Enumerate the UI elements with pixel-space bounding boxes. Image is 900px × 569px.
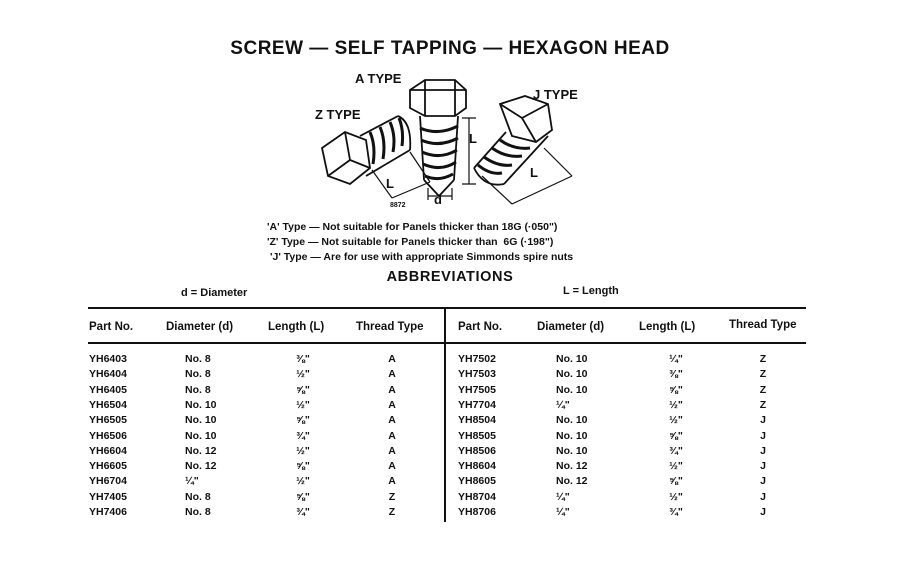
right-cell-thread-type: J bbox=[760, 490, 766, 503]
left-cell-part-no: YH6704 bbox=[89, 475, 127, 488]
header-length-left: Length (L) bbox=[268, 321, 325, 333]
right-cell-diameter: No. 10 bbox=[556, 414, 588, 427]
left-cell-part-no: YH6604 bbox=[89, 444, 127, 457]
left-cell-part-no: YH6405 bbox=[89, 383, 127, 396]
header-part-no-right: Part No. bbox=[458, 321, 503, 333]
left-cell-thread-type: A bbox=[388, 460, 396, 473]
right-cell-part-no: YH7503 bbox=[458, 368, 496, 381]
right-cell-thread-type: J bbox=[760, 475, 766, 488]
right-cell-part-no: YH8704 bbox=[458, 490, 496, 503]
right-cell-diameter: No. 12 bbox=[556, 460, 588, 473]
right-cell-length: ⅜" bbox=[669, 368, 683, 381]
right-cell-part-no: YH7505 bbox=[458, 383, 496, 396]
left-cell-length: ⅝" bbox=[296, 383, 310, 396]
header-diameter-right: Diameter (d) bbox=[537, 321, 605, 333]
diagram-ref-number: 8872 bbox=[390, 202, 406, 209]
left-cell-thread-type: A bbox=[388, 383, 396, 396]
header-length-right: Length (L) bbox=[639, 321, 696, 333]
left-cell-part-no: YH6403 bbox=[89, 353, 127, 365]
diameter-label: d bbox=[434, 192, 442, 207]
left-cell-part-no: YH6506 bbox=[89, 429, 127, 442]
left-cell-thread-type: A bbox=[388, 398, 396, 411]
right-cell-length: ¾" bbox=[669, 506, 683, 518]
right-cell-diameter: No. 10 bbox=[556, 353, 588, 365]
note-a-type: 'A' Type — Not suitable for Panels thicker than 18G (·050") bbox=[267, 221, 558, 233]
right-cell-diameter: No. 10 bbox=[556, 383, 588, 396]
left-cell-thread-type: A bbox=[388, 475, 396, 488]
right-cell-thread-type: Z bbox=[759, 398, 767, 411]
right-cell-diameter: No. 10 bbox=[556, 429, 588, 442]
left-cell-thread-type: A bbox=[388, 429, 396, 442]
left-cell-length: ¾" bbox=[296, 429, 310, 442]
right-cell-diameter: No. 10 bbox=[556, 368, 588, 381]
left-cell-thread-type: A bbox=[388, 444, 396, 457]
left-cell-part-no: YH6504 bbox=[89, 398, 127, 411]
right-cell-thread-type: Z bbox=[759, 383, 767, 396]
right-cell-length: ⅝" bbox=[669, 429, 683, 442]
right-cell-thread-type: J bbox=[760, 429, 766, 442]
left-cell-diameter: No. 8 bbox=[185, 506, 211, 518]
right-cell-length: ⅝" bbox=[669, 475, 683, 488]
left-cell-thread-type: Z bbox=[388, 490, 396, 503]
left-cell-thread-type: A bbox=[388, 414, 396, 427]
a-type-label: A TYPE bbox=[355, 71, 402, 86]
abbreviation-diameter: d = Diameter bbox=[181, 287, 248, 299]
abbreviations-title: ABBREVIATIONS bbox=[386, 269, 514, 285]
left-cell-length: ½" bbox=[296, 368, 310, 381]
left-cell-part-no: YH7406 bbox=[89, 506, 127, 518]
left-cell-length: ½" bbox=[296, 444, 310, 457]
left-cell-part-no: YH6605 bbox=[89, 460, 127, 473]
left-cell-part-no: YH7405 bbox=[89, 490, 127, 503]
right-cell-length: ¾" bbox=[669, 444, 683, 457]
header-part-no-left: Part No. bbox=[89, 321, 134, 333]
left-cell-length: ½" bbox=[296, 398, 310, 411]
right-cell-thread-type: Z bbox=[759, 368, 767, 381]
right-cell-length: ½" bbox=[669, 414, 683, 427]
abbreviation-length: L = Length bbox=[563, 285, 619, 297]
left-cell-thread-type: A bbox=[388, 368, 396, 381]
right-cell-thread-type: J bbox=[760, 414, 766, 427]
right-cell-diameter: ¼" bbox=[556, 398, 570, 411]
right-cell-diameter: ¼" bbox=[556, 506, 570, 518]
left-cell-length: ⅜" bbox=[296, 353, 310, 365]
left-cell-thread-type: A bbox=[388, 353, 396, 365]
right-cell-length: ½" bbox=[669, 460, 683, 473]
left-cell-thread-type: Z bbox=[388, 506, 396, 518]
left-cell-diameter: No. 10 bbox=[185, 429, 217, 442]
right-cell-length: ½" bbox=[669, 398, 683, 411]
right-cell-length: ½" bbox=[669, 490, 683, 503]
left-cell-diameter: ¼" bbox=[185, 475, 199, 488]
left-cell-part-no: YH6404 bbox=[89, 368, 127, 381]
left-cell-length: ½" bbox=[296, 475, 310, 488]
left-cell-diameter: No. 8 bbox=[185, 383, 211, 396]
left-cell-diameter: No. 10 bbox=[185, 414, 217, 427]
left-cell-length: ⅝" bbox=[296, 414, 310, 427]
z-type-label: Z TYPE bbox=[315, 107, 361, 122]
right-cell-part-no: YH8604 bbox=[458, 460, 496, 473]
left-cell-diameter: No. 10 bbox=[185, 398, 217, 411]
right-cell-diameter: No. 12 bbox=[556, 475, 588, 488]
right-cell-part-no: YH8505 bbox=[458, 429, 496, 442]
left-cell-length: ⅝" bbox=[296, 490, 310, 503]
header-diameter-left: Diameter (d) bbox=[166, 321, 234, 333]
right-cell-part-no: YH7502 bbox=[458, 353, 496, 365]
right-cell-part-no: YH7704 bbox=[458, 398, 496, 411]
page-title: SCREW — SELF TAPPING — HEXAGON HEAD bbox=[230, 38, 670, 59]
left-cell-length: ⅝" bbox=[296, 460, 310, 473]
j-length-label: L bbox=[530, 165, 538, 180]
header-thread-type-right: Thread Type bbox=[729, 319, 797, 331]
a-length-label: L bbox=[469, 131, 477, 146]
left-cell-diameter: No. 8 bbox=[185, 490, 211, 503]
right-cell-part-no: YH8605 bbox=[458, 475, 496, 488]
left-cell-diameter: No. 12 bbox=[185, 444, 217, 457]
left-cell-diameter: No. 12 bbox=[185, 460, 217, 473]
right-cell-part-no: YH8506 bbox=[458, 444, 496, 457]
header-thread-type-left: Thread Type bbox=[356, 321, 424, 333]
right-cell-part-no: YH8706 bbox=[458, 506, 496, 518]
left-cell-part-no: YH6505 bbox=[89, 414, 127, 427]
right-cell-diameter: No. 10 bbox=[556, 444, 588, 457]
note-z-type: 'Z' Type — Not suitable for Panels thicker than 6G (·198") bbox=[267, 236, 554, 248]
right-cell-part-no: YH8504 bbox=[458, 414, 496, 427]
left-cell-diameter: No. 8 bbox=[185, 368, 211, 381]
right-cell-length: ¼" bbox=[669, 353, 683, 365]
j-type-label: J TYPE bbox=[533, 87, 578, 102]
left-cell-length: ¾" bbox=[296, 506, 310, 518]
right-cell-thread-type: Z bbox=[759, 353, 767, 365]
right-cell-length: ⅝" bbox=[669, 383, 683, 396]
right-cell-thread-type: J bbox=[760, 460, 766, 473]
note-j-type: 'J' Type — Are for use with appropriate Simmonds spire nuts bbox=[270, 251, 574, 263]
z-length-label: L bbox=[386, 176, 394, 191]
left-cell-diameter: No. 8 bbox=[185, 353, 211, 365]
right-cell-thread-type: J bbox=[760, 506, 766, 518]
right-cell-thread-type: J bbox=[760, 444, 766, 457]
right-cell-diameter: ¼" bbox=[556, 490, 570, 503]
